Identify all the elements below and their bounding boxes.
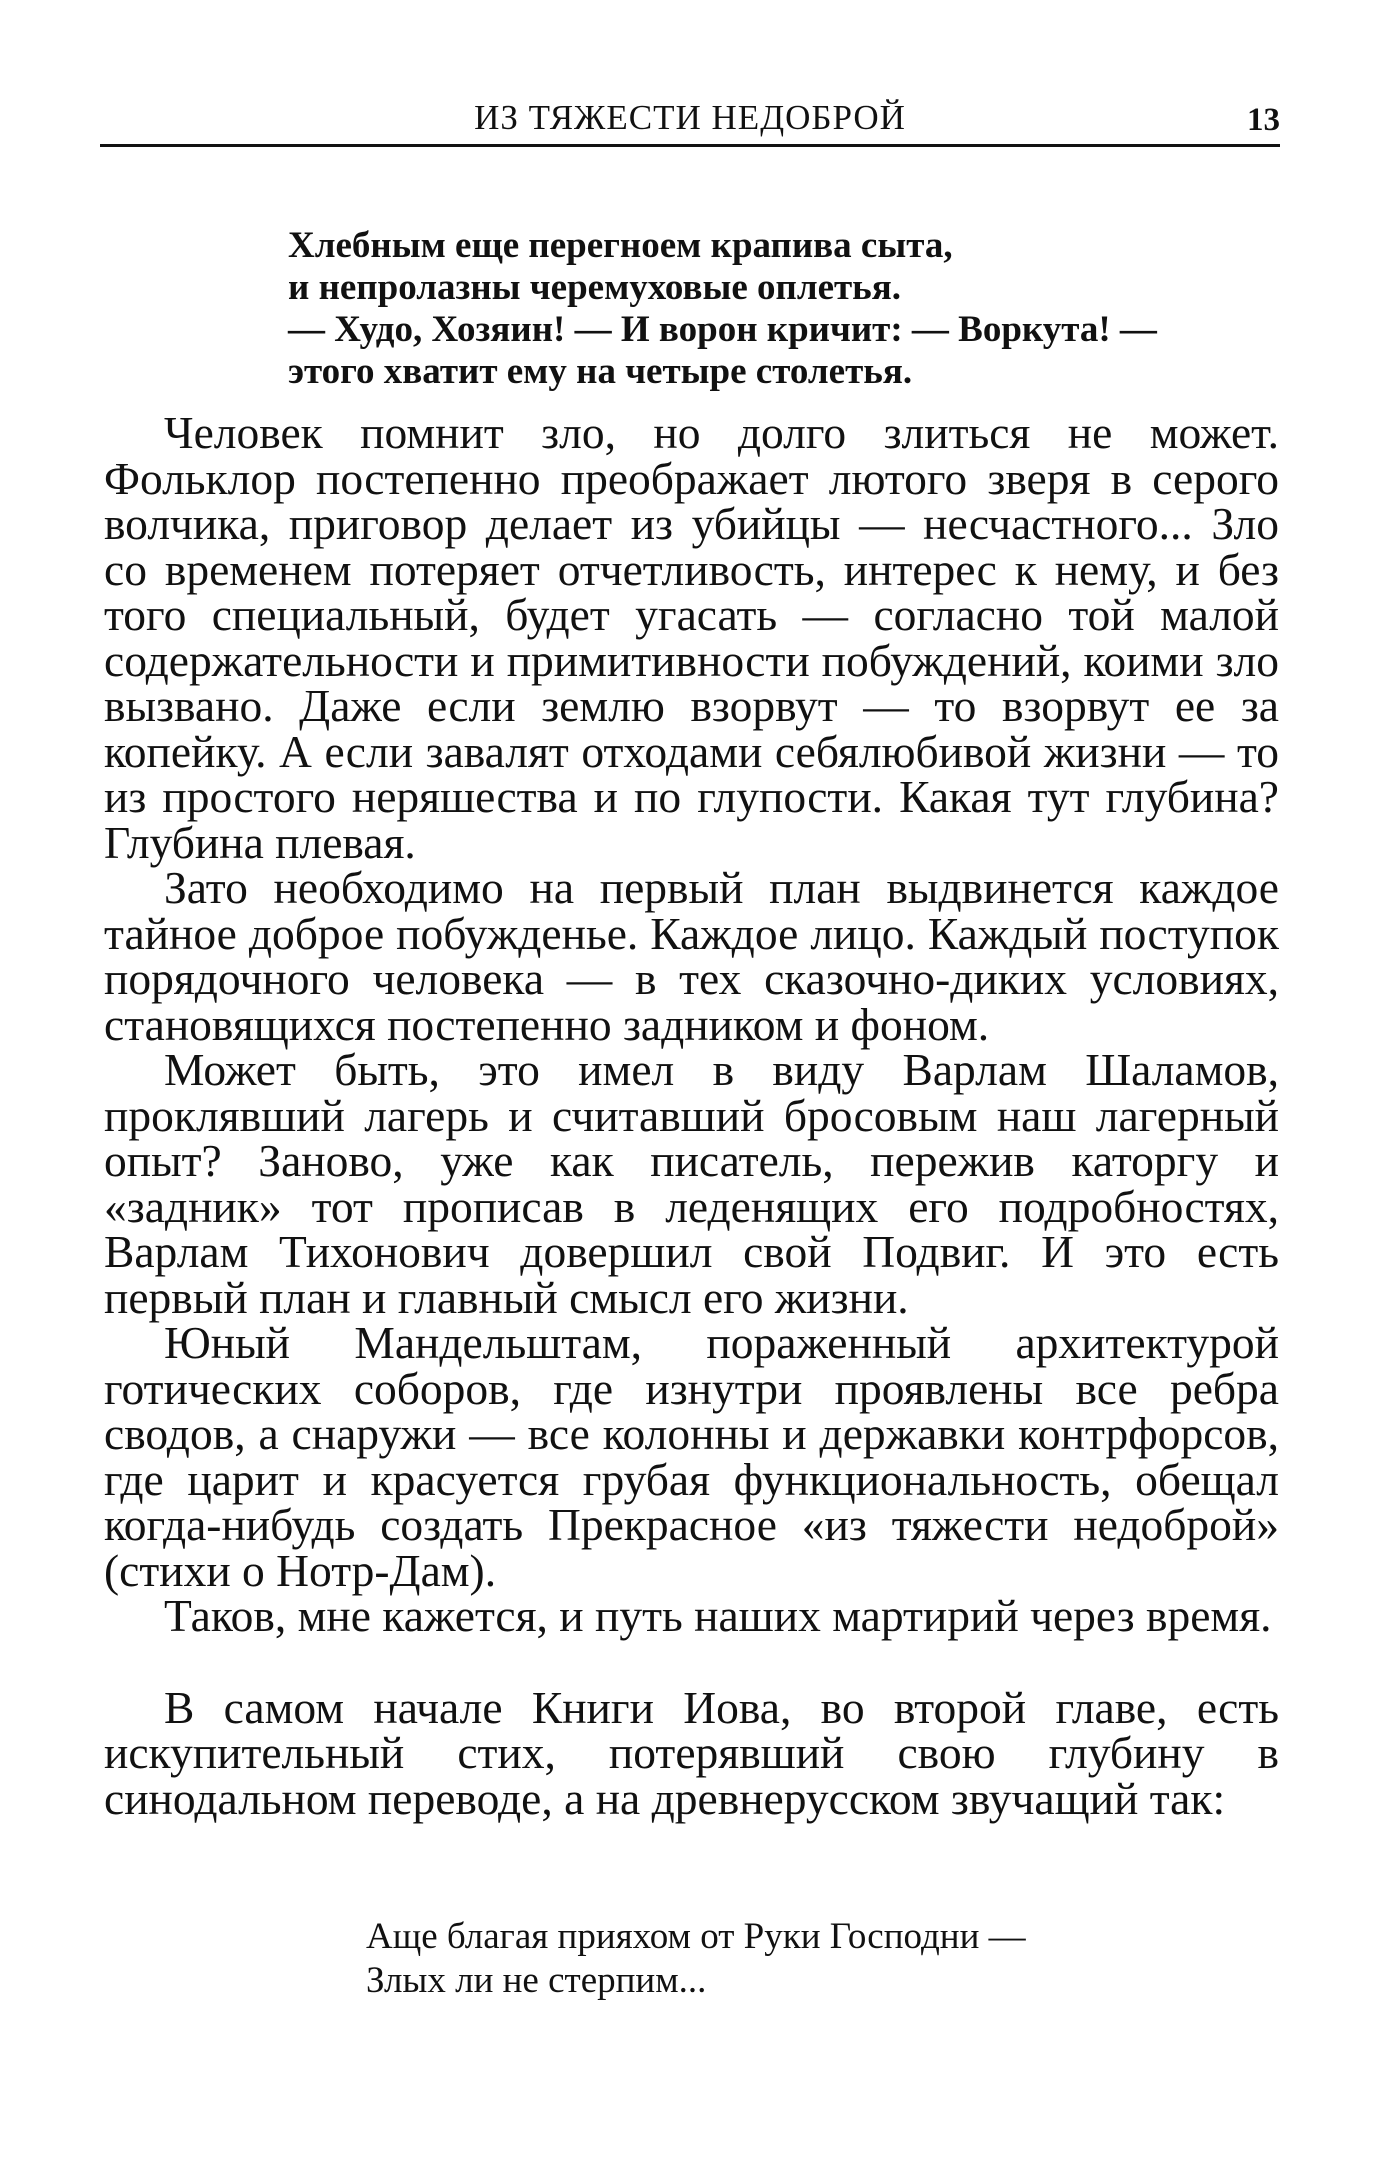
verse-line: Злых ли не стерпим... (366, 1960, 707, 2001)
body-text (104, 407, 1279, 1824)
running-title: ИЗ ТЯЖЕСТИ НЕДОБРОЙ (474, 98, 906, 137)
paragraph: Таков, мне кажется, и путь наших мартирий через время. (164, 1590, 1272, 1641)
paragraph: В самом начале Книги Иова, во второй главе, есть искупительный стих, потерявший свою глубину в синодальном переводе, а на древнерусском звучащий так: (104, 1681, 1279, 1824)
paragraph: Может быть, это имел в виду Варлам Шаламов, проклявший лагерь и считавший бросовым наш лагерный опыт? Заново, уже как писатель, пережив каторгу и «задник» тот прописав в леденящих его подробностях, Варлам Тихонович довершил свой Подвиг. И это есть первый план и главный смысл его жизни. (104, 1044, 1279, 1323)
verse-line: Хлебным еще перегноем крапива сыта, (288, 225, 953, 266)
running-head (100, 98, 1280, 147)
verse-line: Аще благая прияхом от Руки Господни — (366, 1916, 1026, 1957)
verse-line: и непролазны черемуховые оплетья. (288, 267, 902, 308)
verse-line: — Худо, Хозяин! — И ворон кричит: — Воркута! — (288, 309, 1157, 350)
page-number: 13 (1247, 102, 1280, 138)
paragraph: Зато необходимо на первый план выдвинется каждое тайное доброе побужденье. Каждое лицо. Каждый поступок порядочного человека — в тех сказочно-диких условиях, становящихся постепенно задником и фоном. (104, 862, 1279, 1050)
paragraph: Человек помнит зло, но долго злиться не может. Фольклор постепенно преображает лютого зверя в серого волчика, приговор делает из убийцы — несчастного... Зло со временем потеряет отчетливость, интерес к нему, и без того специальный, будет угасать — согласно той малой содержательности и примитивности побуждений, коими зло вызвано. Даже если землю взорвут — то взорвут ее за копейку. А если завалят отходами себялюбивой жизни — то из простого неряшества и по глупости. Какая тут глубина? Глубина плевая. (104, 407, 1279, 868)
epigraph-verse (288, 225, 1188, 393)
closing-verse-quote (366, 1915, 1266, 2003)
verse-line: этого хватит ему на четыре столетья. (288, 351, 913, 392)
paragraph: Юный Мандельштам, пораженный архитектурой готических соборов, где изнутри проявлены все ребра сводов, а снаружи — все колонны и державки контрфорсов, где царит и красуется грубая функциональность, обещал когда-нибудь создать Прекрасное «из тяжести недоброй» (стихи о Нотр-Дам). (104, 1317, 1279, 1596)
